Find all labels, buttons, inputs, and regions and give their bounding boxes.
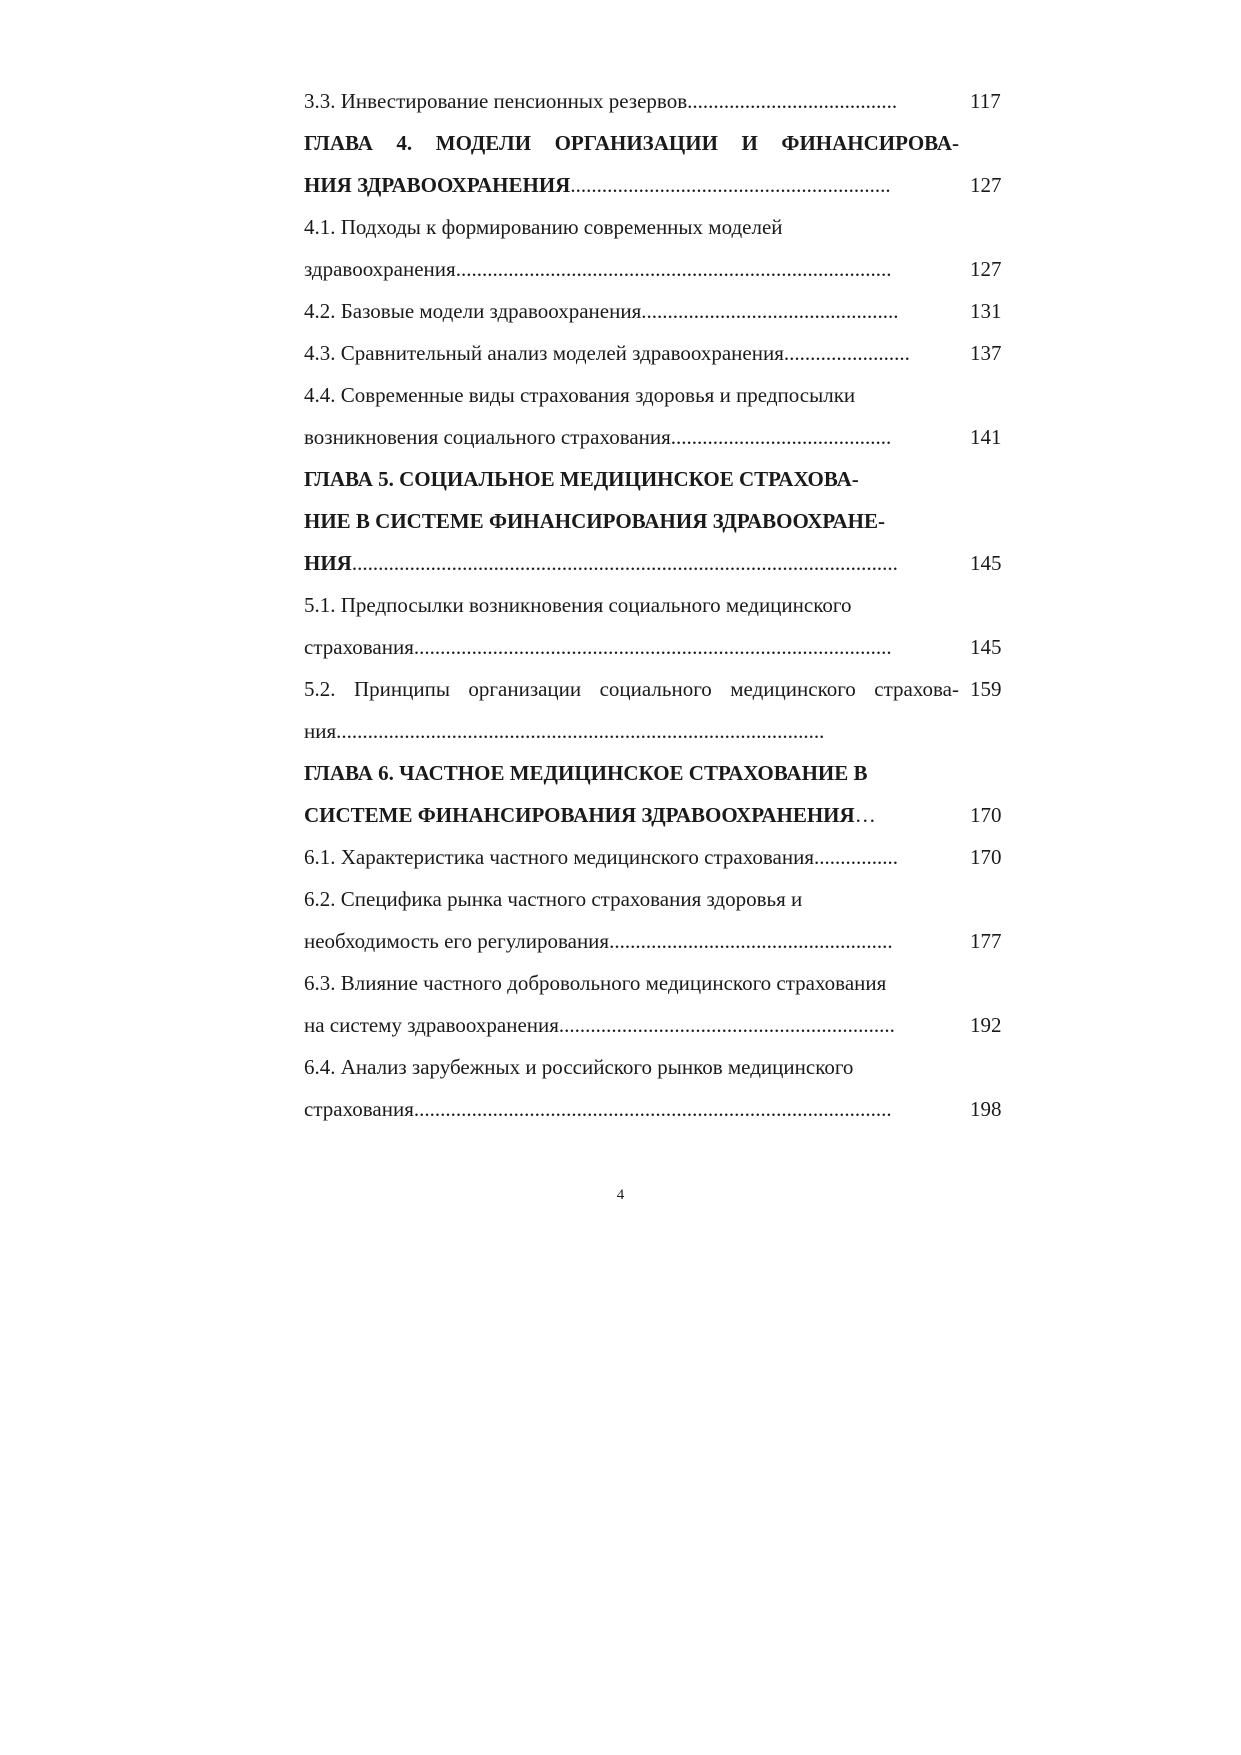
toc-section-title [304, 206, 959, 248]
toc-entry[interactable] [304, 1046, 1018, 1088]
toc-section-title [304, 668, 959, 710]
toc-section-title [304, 836, 959, 878]
toc-page-number: 170 [970, 803, 1002, 827]
toc-leader-dots: … [854, 803, 876, 827]
toc-leader-dots: ........................................................................................... [413, 635, 892, 659]
toc-page-number: 145 [970, 551, 1002, 575]
toc-entry[interactable] [304, 374, 1018, 416]
toc-leader-dots: ........................................ [687, 89, 898, 113]
toc-entry[interactable] [304, 290, 1018, 332]
toc-entry-text: страхования [304, 635, 414, 659]
toc-entry[interactable] [304, 122, 1018, 164]
toc-leader-dots: ............................................................. [570, 173, 891, 197]
toc-entry[interactable] [304, 710, 1018, 752]
toc-page-number: 170 [970, 845, 1002, 869]
toc-chapter-title [304, 794, 959, 836]
toc-entry[interactable] [304, 248, 1018, 290]
toc-entry[interactable] [304, 836, 1018, 878]
toc-chapter-title [304, 458, 959, 500]
toc-page-number: 127 [970, 173, 1002, 197]
toc-entry[interactable] [304, 458, 1018, 500]
toc-entry-text: 6.3. Влияние частного добровольного медицинского страхования [304, 971, 887, 995]
toc-section-title [304, 626, 959, 668]
toc-entry-text: ГЛАВА 5. СОЦИАЛЬНОЕ МЕДИЦИНСКОЕ СТРАХОВА- [304, 467, 859, 491]
toc-chapter-title [304, 500, 959, 542]
toc-entry[interactable] [304, 164, 1018, 206]
toc-chapter-title [304, 164, 959, 206]
toc-entry-text: ния [304, 719, 337, 743]
toc-entry-text: на систему здравоохранения [304, 1013, 559, 1037]
toc-entry[interactable] [304, 542, 1018, 584]
toc-entry-text: 5.1. Предпосылки возникновения социального медицинского [304, 593, 852, 617]
toc-entry[interactable] [304, 584, 1018, 626]
toc-page-number: 192 [970, 1013, 1002, 1037]
toc-leader-dots: ................ [814, 845, 899, 869]
toc-section-title [304, 248, 959, 290]
toc-section-title [304, 962, 959, 1004]
toc-page-number: 177 [970, 929, 1002, 953]
toc-entry-text: 6.4. Анализ зарубежных и российского рынков медицинского [304, 1055, 854, 1079]
toc-leader-dots: ........................ [783, 341, 910, 365]
toc-entry-text: возникновения социального страхования [304, 425, 671, 449]
toc-entry-text: НИЯ [304, 551, 352, 575]
toc-section-title [304, 710, 959, 752]
toc-entry-text: ГЛАВА 6. ЧАСТНОЕ МЕДИЦИНСКОЕ СТРАХОВАНИЕ В [304, 761, 868, 785]
toc-section-title [304, 416, 959, 458]
toc-section-title [304, 920, 959, 962]
toc-page-number: 117 [970, 89, 1001, 113]
toc-entry[interactable] [304, 206, 1018, 248]
toc-entry[interactable] [304, 920, 1018, 962]
toc-page-number: 127 [970, 257, 1002, 281]
toc-page-number: 137 [970, 341, 1002, 365]
toc-section-title [304, 374, 959, 416]
toc-entry[interactable] [304, 962, 1018, 1004]
toc-entry[interactable] [304, 416, 1018, 458]
toc-section-title [304, 1046, 959, 1088]
toc-entry[interactable] [304, 1088, 1018, 1130]
page-number: 4 [616, 1187, 625, 1203]
toc-entry-text: 4.3. Сравнительный анализ моделей здравоохранения [304, 341, 784, 365]
toc-leader-dots: ................................................................................... [455, 257, 892, 281]
toc-entry[interactable] [304, 1004, 1018, 1046]
toc-entry-text: 5.2. Принципы организации социального медицинского страхова- [304, 677, 959, 701]
toc-leader-dots: ................................................................ [558, 1013, 895, 1037]
toc-leader-dots: .......................................... [670, 425, 892, 449]
toc-entry-text: 6.1. Характеристика частного медицинского страхования [304, 845, 815, 869]
toc-page-number: 131 [970, 299, 1002, 323]
toc-leader-dots: ............................................................................................. [336, 719, 825, 743]
toc-entry-text: необходимость его регулирования [304, 929, 610, 953]
toc-leader-dots: ................................................. [641, 299, 899, 323]
toc-entry-text: страхования [304, 1097, 414, 1121]
toc-entry[interactable] [304, 794, 1018, 836]
toc-entry[interactable] [304, 332, 1018, 374]
toc-leader-dots: ........................................................................................... [413, 1097, 892, 1121]
toc-chapter-title [304, 122, 959, 164]
toc-page-number: 198 [970, 1097, 1002, 1121]
toc-section-title [304, 1004, 959, 1046]
toc-entry-text: 4.2. Базовые модели здравоохранения [304, 299, 642, 323]
toc-entry-text: 4.4. Современные виды страхования здоровья и предпосылки [304, 383, 856, 407]
toc-entry[interactable] [304, 752, 1018, 794]
toc-section-title [304, 332, 959, 374]
toc-leader-dots: ........................................................................................................ [351, 551, 898, 575]
toc-entry[interactable] [304, 668, 1018, 710]
toc-leader-dots: ...................................................... [609, 929, 893, 953]
toc-section-title [304, 80, 959, 122]
toc-entry-text: 4.1. Подходы к формированию современных моделей [304, 215, 783, 239]
toc-page-number: 159 [970, 677, 1002, 701]
table-of-contents [304, 80, 1018, 1130]
toc-entry-text: НИЕ В СИСТЕМЕ ФИНАНСИРОВАНИЯ ЗДРАВООХРАНЕ- [304, 509, 886, 533]
toc-entry-text: 6.2. Специфика рынка частного страхования здоровья и [304, 887, 803, 911]
toc-entry-text: НИЯ ЗДРАВООХРАНЕНИЯ [304, 173, 571, 197]
toc-section-title [304, 584, 959, 626]
toc-entry[interactable] [304, 80, 1018, 122]
toc-section-title [304, 290, 959, 332]
toc-entry[interactable] [304, 878, 1018, 920]
toc-entry[interactable] [304, 626, 1018, 668]
toc-chapter-title [304, 752, 959, 794]
toc-section-title [304, 878, 959, 920]
toc-section-title [304, 1088, 959, 1130]
toc-entry-text: ГЛАВА 4. МОДЕЛИ ОРГАНИЗАЦИИ И ФИНАНСИРОВА- [304, 131, 959, 155]
toc-entry-text: 3.3. Инвестирование пенсионных резервов [304, 89, 688, 113]
toc-entry-text: здравоохранения [304, 257, 456, 281]
toc-chapter-title [304, 542, 959, 584]
toc-page-number: 145 [970, 635, 1002, 659]
toc-entry[interactable] [304, 500, 1018, 542]
toc-entry-text: СИСТЕМЕ ФИНАНСИРОВАНИЯ ЗДРАВООХРАНЕНИЯ [304, 803, 855, 827]
toc-page-number: 141 [970, 425, 1002, 449]
